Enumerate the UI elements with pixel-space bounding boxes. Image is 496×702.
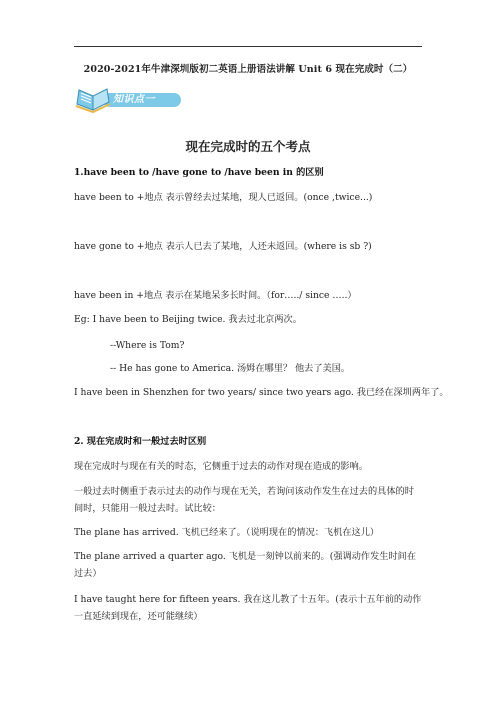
part1-heading: 1.have been to /have gone to /have been in 的区别 xyxy=(74,167,324,178)
open-book-icon xyxy=(73,84,117,114)
header-rule xyxy=(74,46,422,47)
part2-heading: 2. 现在完成时和一般过去时区别 xyxy=(74,436,207,447)
part1-line: have been in +地点 表示在某地呆多长时间。（for…../ since …..） xyxy=(74,290,357,301)
part2-paragraph: 一般过去时侧重于表示过去的动作与现在无关，若询问该动作发生在过去的具体的时间时，只能用一般过去时。试比较： xyxy=(74,486,414,514)
part1-line: have gone to +地点 表示人已去了某地，人还未返回。(where is sb ?) xyxy=(74,241,372,252)
part2-line: 现在完成时与现在有关的时态，它侧重于过去的动作对现在造成的影响。 xyxy=(74,461,368,472)
part1-example: Eg: I have been to Beijing twice. 我去过北京两次。 xyxy=(74,314,302,325)
document-title: 2020-2021年牛津深圳版初二英语上册语法讲解 Unit 6 现在完成时（二） xyxy=(83,64,413,75)
badge-label: 知识点一 xyxy=(113,94,155,105)
part2-example: The plane arrived a quarter ago. 飞机是一刻钟以前来的。(强调动作发生时间在过去） xyxy=(74,551,417,579)
section-title: 现在完成时的五个考点 xyxy=(185,139,311,154)
knowledge-point-badge xyxy=(73,84,181,114)
part2-example: I have taught here for fifteen years. 我在这儿教了十五年。(表示十五年前的动作一直延续到现在，还可能继续） xyxy=(74,594,422,622)
part1-dialogue: -- He has gone to America. 汤姆在哪里？ 他去了美国。 xyxy=(110,363,351,374)
part1-line: have been to +地点 表示曾经去过某地，现人已返回。(once ,twice...) xyxy=(74,192,373,203)
part2-example: The plane has arrived. 飞机已经来了。（说明现在的情况：飞机在这儿） xyxy=(74,527,380,538)
part1-line: I have been in Shenzhen for two years/ since two years ago. 我已经在深圳两年了。 xyxy=(74,387,449,398)
part1-dialogue: --Where is Tom? xyxy=(110,340,185,351)
